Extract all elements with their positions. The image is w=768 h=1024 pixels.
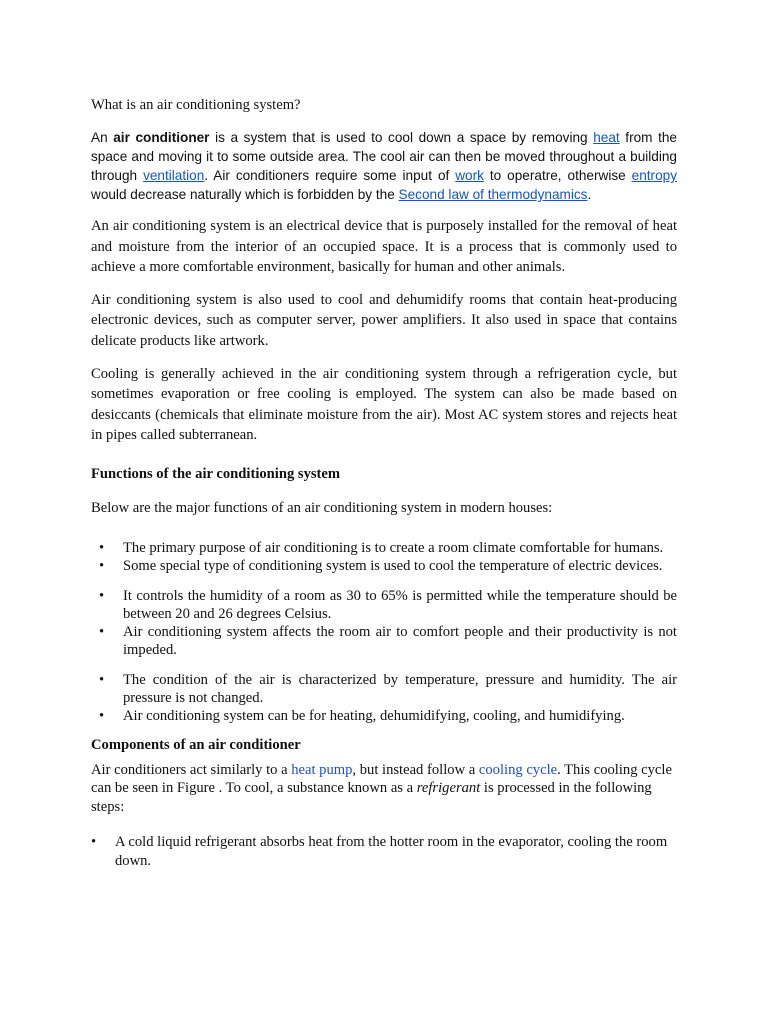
intro-text-3: from the space and moving it to some outside area. The cool air can then be moved throughout a building through: [91, 130, 677, 183]
list-item: [91, 833, 677, 871]
bullet-icon: •: [99, 587, 105, 604]
components-text-2: , but instead follow a: [352, 761, 479, 778]
list-item-text: The condition of the air is characterized by temperature, pressure and humidity. The air pressure is not changed.: [123, 671, 677, 706]
intro-paragraph: [91, 128, 677, 204]
components-paragraph: [91, 761, 677, 817]
list-item: [91, 587, 677, 623]
paragraph-cooling: Cooling is generally achieved in the air conditioning system through a refrigeration cycle, but sometimes evaporation or free cooling is employed. The system can also be made based on desiccants (chemicals that eliminate moisture from the air). Most AC system stores and rejects heat in pipes called subterranean.: [91, 365, 677, 444]
link-cooling-cycle[interactable]: cooling cycle: [478, 761, 558, 778]
intro-text-2: is a system that is used to cool down a space by removing: [209, 130, 594, 145]
list-item-text: A cold liquid refrigerant absorbs heat from the hotter room in the evaporator, cooling the room down.: [115, 834, 668, 870]
components-text-3: . This cooling cycle can be seen in Figure . To cool, a substance known as a: [91, 761, 672, 797]
bullet-icon: •: [91, 834, 97, 851]
list-item-text: Air conditioning system can be for heating, dehumidifying, cooling, and humidifying.: [123, 707, 625, 724]
refrigerant-term: refrigerant: [416, 780, 481, 797]
intro-text-5: to operatre, otherwise: [483, 168, 632, 183]
list-item: [91, 707, 677, 725]
document-page: [91, 92, 677, 871]
list-item: [91, 539, 677, 557]
list-item-text: Air conditioning system affects the room air to comfort people and their productivity is not impeded.: [123, 623, 677, 658]
list-item-text: It controls the humidity of a room as 30 to 65% is permitted while the temperature should be between 20 and 26 degrees Celsius.: [123, 587, 677, 622]
intro-text-7: .: [587, 187, 592, 202]
bullet-icon: •: [99, 623, 105, 640]
bullet-icon: •: [99, 707, 105, 724]
list-item-text: The primary purpose of air conditioning is to create a room climate comfortable for humans.: [123, 539, 664, 556]
intro-text-1: An: [91, 130, 114, 145]
intro-text-6: would decrease naturally which is forbidden by the: [91, 187, 399, 202]
paragraph-dehumidify: Air conditioning system is also used to cool and dehumidify rooms that contain heat-producing electronic devices, such as computer server, power amplifiers. It also used in space that contains delicate products like artwork.: [91, 291, 677, 349]
bullet-icon: •: [99, 539, 105, 556]
components-heading: Components of an air conditioner: [91, 736, 301, 753]
intro-bold-term: air conditioner: [113, 130, 210, 145]
list-item-text: Some special type of conditioning system is used to cool the temperature of electric devices.: [123, 557, 663, 574]
link-second-law[interactable]: Second law of thermodynamics: [398, 187, 588, 202]
cycle-steps-list: [91, 833, 677, 871]
link-heat[interactable]: heat: [593, 130, 620, 145]
components-text-4: is processed in the following steps:: [91, 780, 652, 815]
functions-heading: Functions of the air conditioning system: [91, 465, 341, 482]
link-heat-pump[interactable]: heat pump: [291, 761, 353, 778]
link-ventilation[interactable]: ventilation: [143, 168, 205, 183]
paragraph-definition: An air conditioning system is an electrical device that is purposely installed for the removal of heat and moisture from the interior of an occupied space. It is a process that is commonly used to achieve a more comfortable environment, basically for human and other animals.: [91, 218, 677, 276]
bullet-icon: •: [99, 671, 105, 688]
bullet-icon: •: [99, 557, 105, 574]
list-item: [91, 623, 677, 659]
list-item: [91, 557, 677, 575]
list-item: [91, 671, 677, 707]
link-work[interactable]: work: [455, 168, 484, 183]
components-text-1: Air conditioners act similarly to a: [91, 761, 292, 778]
functions-list: [91, 539, 677, 725]
link-entropy[interactable]: entropy: [631, 168, 677, 183]
functions-lead: Below are the major functions of an air conditioning system in modern houses:: [91, 499, 553, 516]
intro-text-4: . Air conditioners require some input of: [204, 168, 456, 183]
section-question: What is an air conditioning system?: [91, 97, 301, 113]
